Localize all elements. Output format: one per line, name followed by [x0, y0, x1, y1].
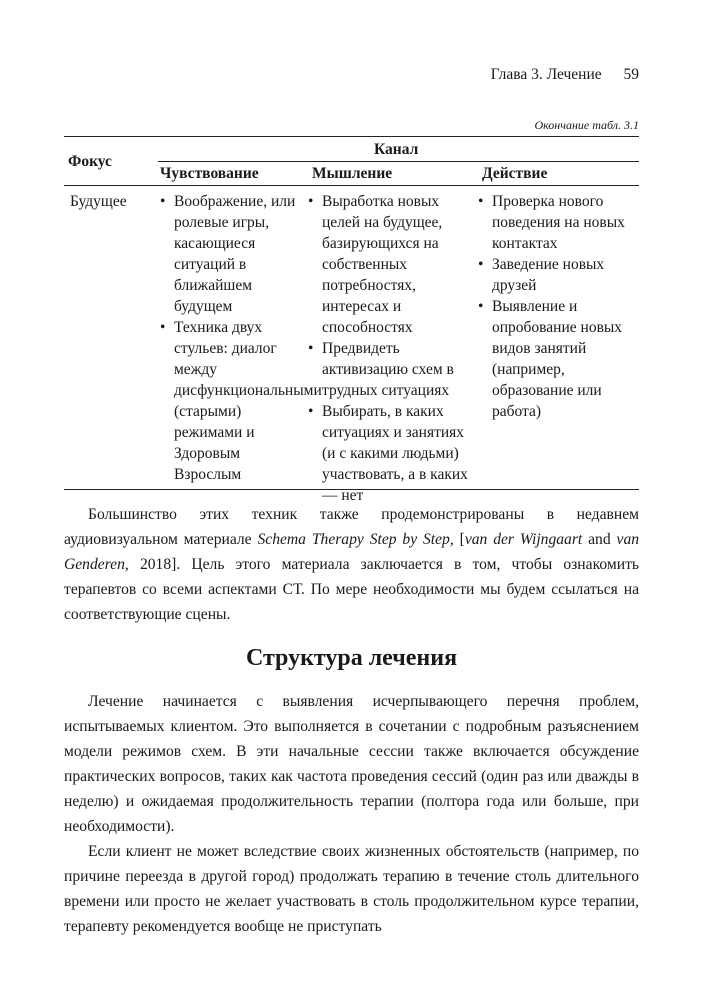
paragraph-text: and [582, 531, 617, 548]
row-label-future: Будущее [70, 193, 127, 210]
page-number: 59 [623, 66, 639, 83]
chapter-title: Глава 3. Лечение [490, 66, 602, 83]
cited-title: Schema Therapy Step by Step, [257, 531, 454, 548]
section-title: Структура лечения [245, 645, 458, 671]
group-header-channel: Канал [374, 141, 419, 158]
paragraph-intro [64, 502, 639, 627]
thinking-cell [308, 191, 474, 506]
action-cell [478, 191, 628, 422]
cited-author: van der Wijngaart [464, 531, 583, 548]
header-rule [64, 185, 639, 186]
thinking-item: • Предвидеть активизацию схем в трудных ситуациях [308, 338, 474, 401]
column-header-thinking: Мышление [312, 165, 393, 182]
section-body [64, 689, 639, 939]
running-header [64, 66, 639, 84]
feeling-item: • Воображение, или ролевые игры, касающиеся ситуаций в ближайшем будущем [160, 191, 300, 317]
table [64, 136, 639, 504]
column-header-focus: Фокус [68, 153, 112, 170]
feeling-item: • Техника двух стульев: диалог между дисфункциональными (старыми) режимами и Здоровым Взрослым [160, 317, 300, 485]
table-caption: Окончание табл. 3.1 [534, 118, 639, 132]
paragraph-text: [ [453, 531, 465, 548]
paragraph: Лечение начинается с выявления исчерпывающего перечня проблем, испытываемых клиентом. Это выполняется в сочетании с подробным разъяснением модели режимов схем. В эти начальные сессии также включается обсуждение практических вопросов, таких как частота проведения сессий (один раз или дважды в неделю) и ожидаемая продолжительность терапии (полтора года или больше, при необходимости). [64, 693, 639, 835]
action-item: • Заведение новых друзей [478, 254, 628, 296]
column-header-action: Действие [482, 165, 548, 182]
feeling-cell [160, 191, 322, 485]
group-rule [158, 161, 639, 162]
action-item: • Проверка нового поведения на новых контактах [478, 191, 628, 254]
thinking-item: • Выработка новых целей на будущее, базирующихся на собственных потребностях, интересах и способностях [308, 191, 474, 338]
thinking-item: • Выбирать, в каких ситуациях и занятиях (и с какими людьми) участвовать, а в каких — нет [308, 401, 474, 506]
paragraph-text: Большинство этих техник также продемонстрированы в недавнем аудиовизуальном материале [64, 506, 639, 548]
paragraph-text: , 2018]. Цель этого материала заключается в том, чтобы ознакомить терапевтов со всеми аспектами СТ. По мере необходимости мы будем ссылаться на соответствующие сцены. [64, 556, 639, 623]
cited-author: van Genderen [64, 531, 640, 573]
action-item: • Выявление и опробование новых видов занятий (например, образование или работа) [478, 296, 628, 422]
paragraph: Если клиент не может вследствие своих жизненных обстоятельств (например, по причине переезда в другой город) продолжать терапию в течение столь длительного времени или просто не желает участвовать в столь продолжительном курсе терапии, терапевту рекомендуется вообще не приступать [64, 843, 639, 935]
column-header-feeling: Чувствование [160, 165, 259, 182]
